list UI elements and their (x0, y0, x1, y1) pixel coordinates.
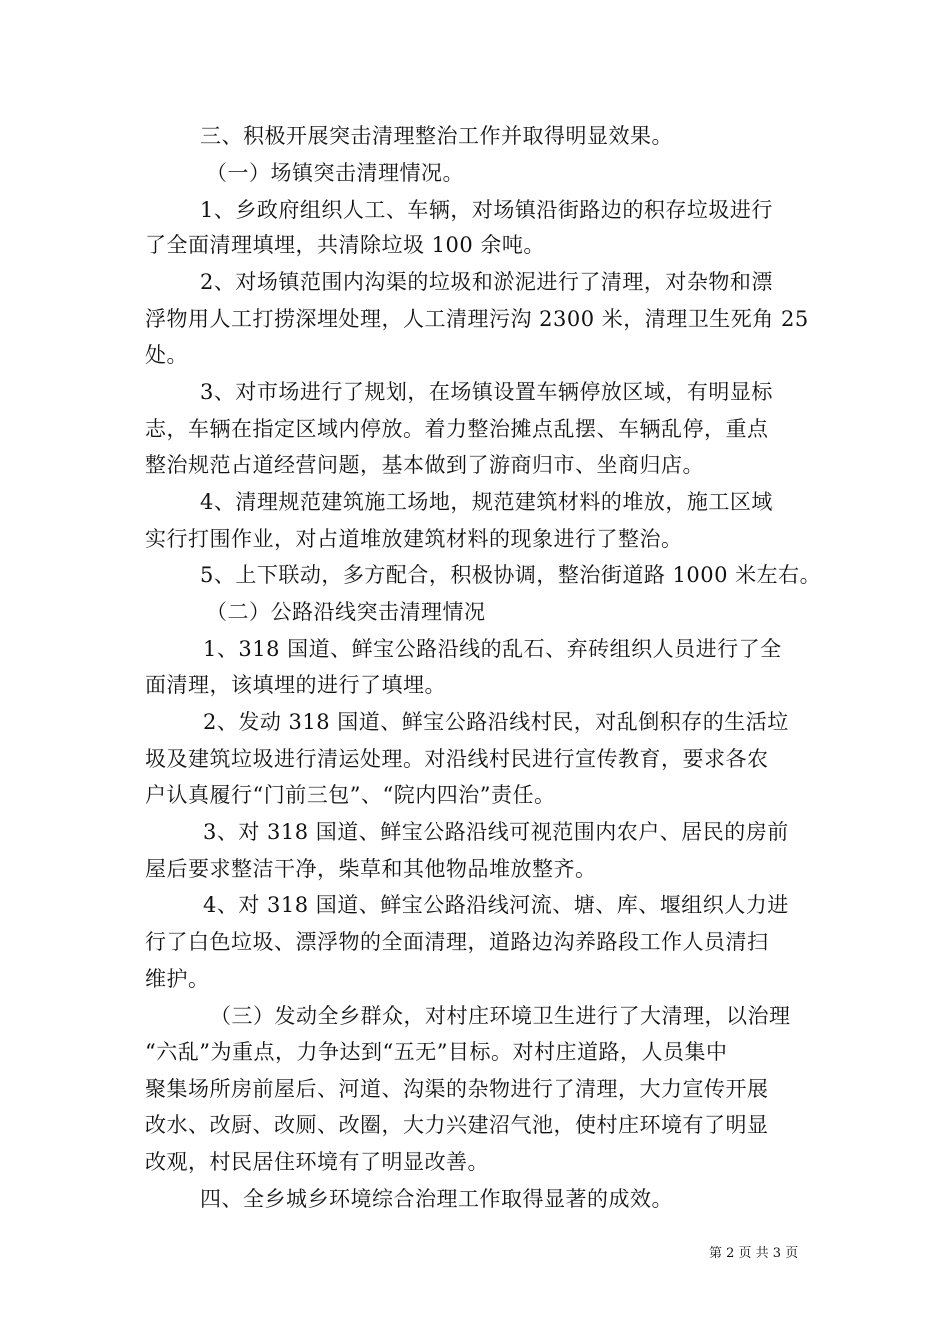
paragraph-line: 2、对场镇范围内沟渠的垃圾和淤泥进行了清理，对杂物和漂 (200, 270, 773, 294)
paragraph-line: 1、乡政府组织人工、车辆，对场镇沿街路边的积存垃圾进行 (200, 198, 773, 222)
paragraph-line: 4、清理规范建筑施工场地，规范建筑材料的堆放，施工区域 (200, 490, 773, 514)
paragraph-line: 4、对 318 国道、鲜宝公路沿线河流、塘、库、堰组织人力进 (203, 893, 789, 917)
paragraph-line: 处。 (145, 343, 188, 367)
paragraph-line: 维护。 (145, 967, 210, 991)
section-heading: 四、全乡城乡环境综合治理工作取得显著的成效。 (200, 1187, 673, 1211)
paragraph-line: 实行打围作业，对占道堆放建筑材料的现象进行了整治。 (145, 527, 683, 551)
section-heading: 三、积极开展突击清理整治工作并取得明显效果。 (200, 124, 673, 148)
paragraph-line: 聚集场所房前屋后、河道、沟渠的杂物进行了清理，大力宣传开展 (145, 1077, 769, 1101)
paragraph-line: 3、对 318 国道、鲜宝公路沿线可视范围内农户、居民的房前 (203, 820, 789, 844)
paragraph-line: 改水、改厨、改厕、改圈，大力兴建沼气池，使村庄环境有了明显 (145, 1113, 769, 1137)
paragraph-line: 圾及建筑垃圾进行清运处理。对沿线村民进行宣传教育，要求各农 (145, 747, 769, 771)
paragraph-line: “六乱”为重点，力争达到“五无”目标。对村庄道路，人员集中 (145, 1040, 728, 1064)
subsection-heading: （二）公路沿线突击清理情况 (206, 600, 486, 624)
paragraph-line: 屋后要求整洁干净，柴草和其他物品堆放整齐。 (145, 857, 597, 881)
subsection-heading: （一）场镇突击清理情况。 (206, 161, 464, 185)
paragraph-line: 1、318 国道、鲜宝公路沿线的乱石、弃砖组织人员进行了全 (203, 637, 782, 661)
paragraph-line: 改观，村民居住环境有了明显改善。 (145, 1150, 489, 1174)
paragraph-line: 志，车辆在指定区域内停放。着力整治摊点乱摆、车辆乱停，重点 (145, 417, 769, 441)
paragraph-line: 面清理，该填埋的进行了填埋。 (145, 673, 446, 697)
paragraph-line: 浮物用人工打捞深埋处理，人工清理污沟 2300 米，清理卫生死角 25 (145, 307, 809, 331)
paragraph-line: 行了白色垃圾、漂浮物的全面清理，道路边沟养路段工作人员清扫 (145, 930, 769, 954)
paragraph-line: 整治规范占道经营问题，基本做到了游商归市、坐商归店。 (145, 453, 704, 477)
paragraph-line: 3、对市场进行了规划，在场镇设置车辆停放区域，有明显标 (200, 380, 773, 404)
paragraph-line: 5、上下联动，多方配合，积极协调，整治街道路 1000 米左右。 (200, 563, 822, 587)
paragraph-line: 2、发动 318 国道、鲜宝公路沿线村民，对乱倒积存的生活垃 (203, 710, 789, 734)
paragraph-line: （三）发动全乡群众，对村庄环境卫生进行了大清理，以治理 (210, 1004, 791, 1028)
paragraph-line: 户认真履行“门前三包”、“院内四治”责任。 (145, 783, 556, 807)
page-number-footer: 第 2 页 共 3 页 (709, 1246, 799, 1261)
paragraph-line: 了全面清理填埋，共清除垃圾 100 余吨。 (145, 233, 545, 257)
